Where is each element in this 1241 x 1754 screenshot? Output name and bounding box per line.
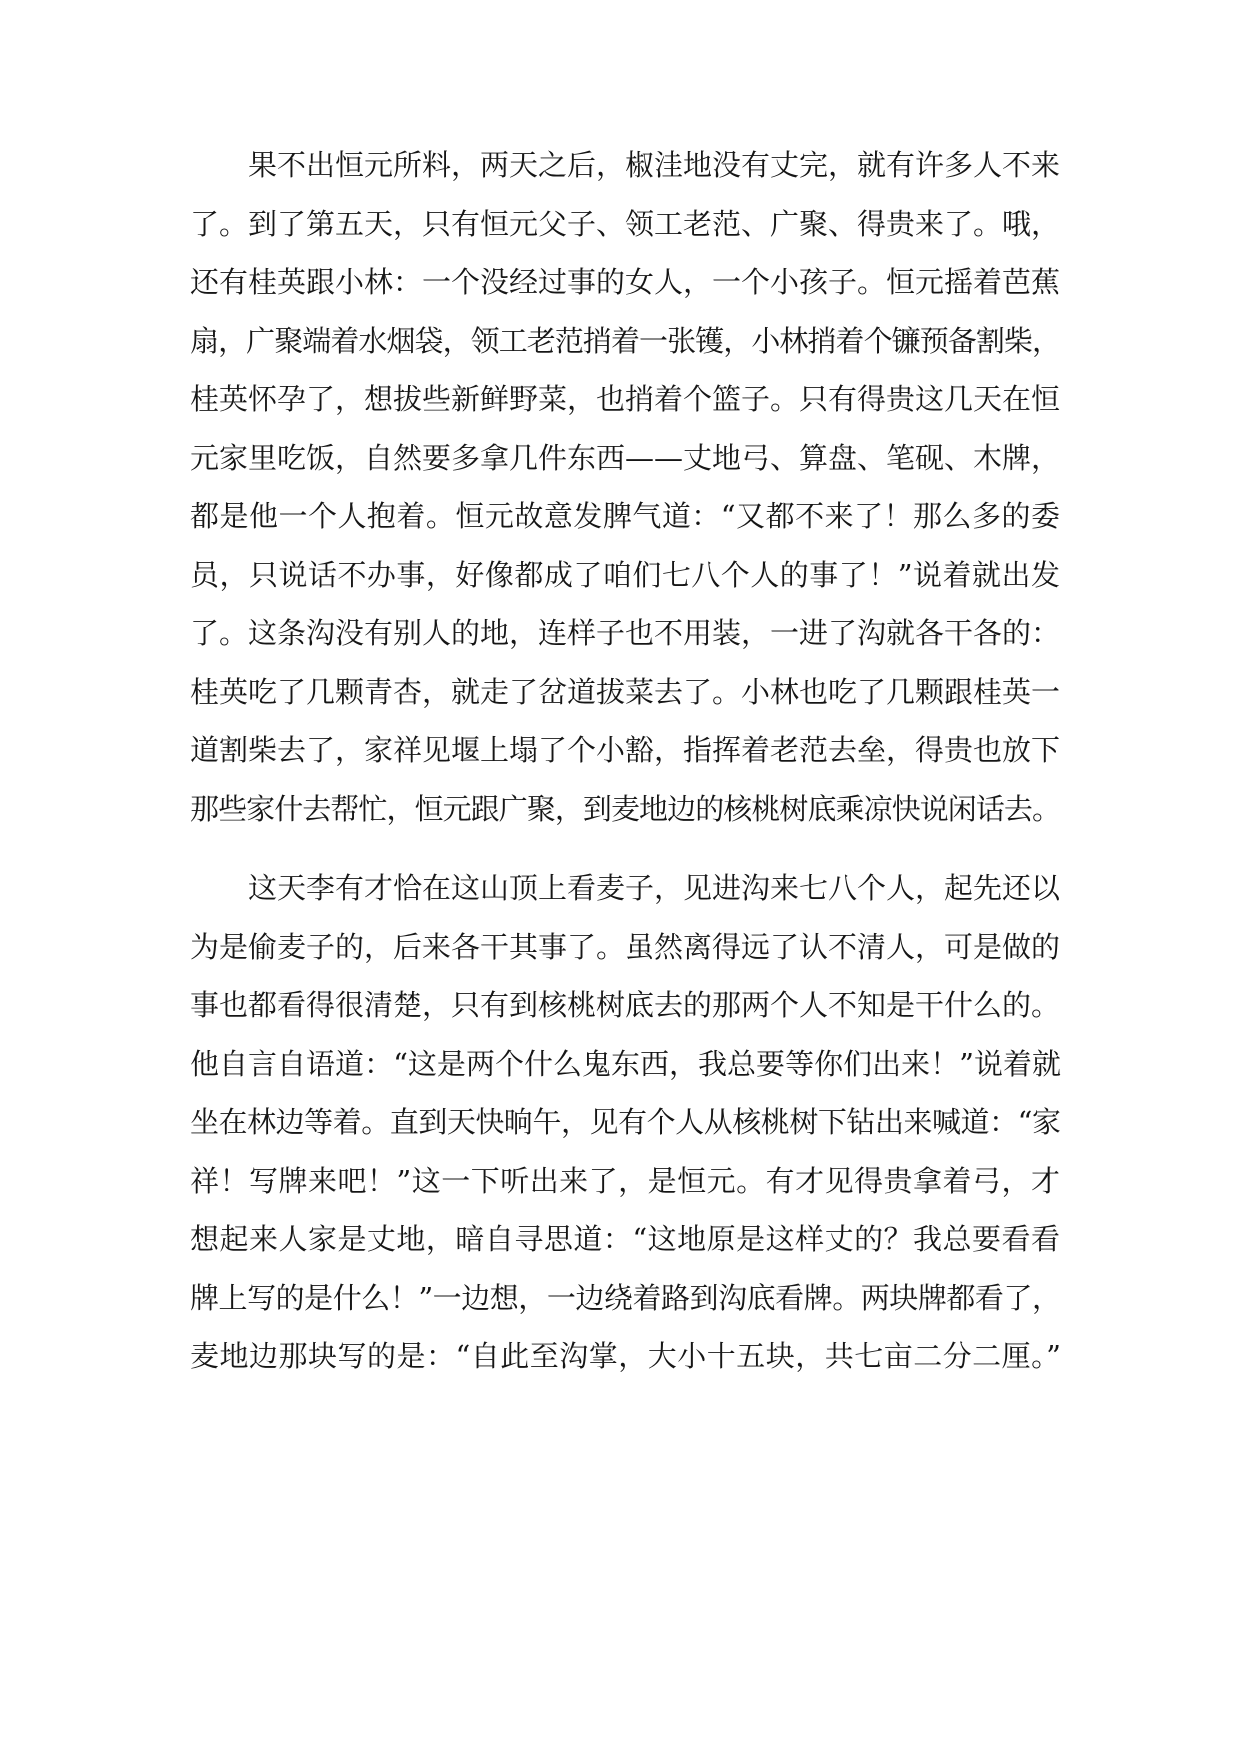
text-line: 桂英怀孕了，想拔些新鲜野菜，也捎着个篮子。只有得贵这几天在恒 (190, 382, 1061, 416)
text-line: 祥！写牌来吧！”这一下听出来了，是恒元。有才见得贵拿着弓，才 (190, 1163, 1060, 1198)
paragraph-2 (190, 859, 1060, 1386)
text-line: 果不出恒元所料，两天之后，椒洼地没有丈完，就有许多人不来 (248, 148, 1061, 182)
text-line: 这天李有才恰在这山顶上看麦子，见进沟来七八个人，起先还以 (248, 871, 1061, 905)
text-line: 牌上写的是什么！”一边想，一边绕着路到沟底看牌。两块牌都看了， (190, 1280, 1060, 1315)
text-line: 为是偷麦子的，后来各干其事了。虽然离得远了认不清人，可是做的 (190, 929, 1061, 964)
text-line: 元家里吃饭，自然要多拿几件东西——丈地弓、算盘、笔砚、木牌， (190, 440, 1061, 475)
paragraph-1 (190, 136, 1060, 838)
text-line: 他自言自语道：“这是两个什么鬼东西，我总要等你们出来！”说着就 (190, 1046, 1060, 1081)
text-line: 了。这条沟没有别人的地，连样子也不用装，一进了沟就各干各的： (190, 616, 1061, 650)
text-line: 员，只说话不办事，好像都成了咱们七八个人的事了！”说着就出发 (190, 557, 1060, 592)
text-line: 扇，广聚端着水烟袋，领工老范捎着一张镬，小林捎着个镰预备割柴， (190, 323, 1060, 358)
text-line: 麦地边那块写的是：“自此至沟掌，大小十五块，共七亩二分二厘。” (190, 1339, 1060, 1373)
text-line: 都是他一个人抱着。恒元故意发脾气道：“又都不来了！那么多的委 (190, 499, 1060, 533)
text-line: 还有桂英跟小林：一个没经过事的女人，一个小孩子。恒元摇着芭蕉 (190, 265, 1061, 299)
text-line: 那些家什去帮忙，恒元跟广聚，到麦地边的核桃树底乘凉快说闲话去。 (190, 791, 1060, 826)
text-line: 了。到了第五天，只有恒元父子、领工老范、广聚、得贵来了。哦， (190, 206, 1061, 241)
text-line: 坐在林边等着。直到天快晌午，见有个人从核桃树下钻出来喊道：“家 (190, 1105, 1060, 1139)
text-line: 想起来人家是丈地，暗自寻思道：“这地原是这样丈的？我总要看看 (190, 1222, 1060, 1256)
text-line: 事也都看得很清楚，只有到核桃树底去的那两个人不知是干什么的。 (190, 988, 1061, 1022)
text-line: 道割柴去了，家祥见堰上塌了个小豁，指挥着老范去垒，得贵也放下 (190, 733, 1061, 767)
text-line: 桂英吃了几颗青杏，就走了岔道拔菜去了。小林也吃了几颗跟桂英一 (190, 674, 1061, 709)
